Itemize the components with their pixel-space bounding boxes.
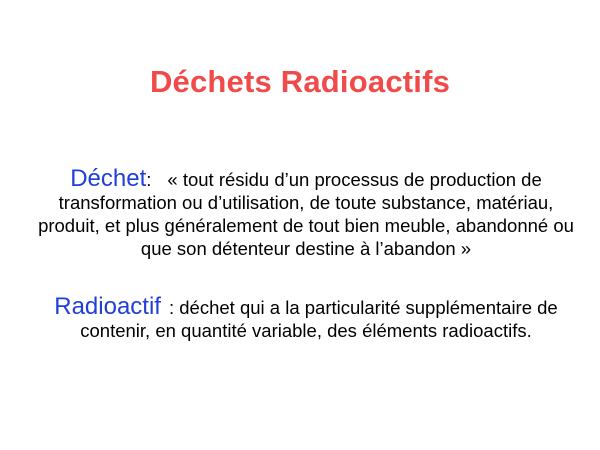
term-dechet-separator: :	[146, 169, 152, 190]
slide-title: Déchets Radioactifs	[149, 64, 451, 99]
term-dechet: Déchet	[70, 165, 147, 192]
definition-radioactif	[28, 295, 584, 342]
definition-dechet-text: « tout résidu d’un processus de production de transformation ou d’utilisation, de toute substance, matériau, produit, et plus généralement de tout bien meuble, abandonné ou que son détenteur destine à l’abandon »	[38, 169, 574, 259]
term-radioactif: Radioactif	[54, 293, 161, 320]
definition-radioactif-text: déchet qui a la particularité supplémentaire de contenir, en quantité variable, des éléments radioactifs.	[80, 297, 558, 341]
definition-dechet	[28, 167, 584, 260]
term-radioactif-separator: :	[168, 297, 175, 318]
